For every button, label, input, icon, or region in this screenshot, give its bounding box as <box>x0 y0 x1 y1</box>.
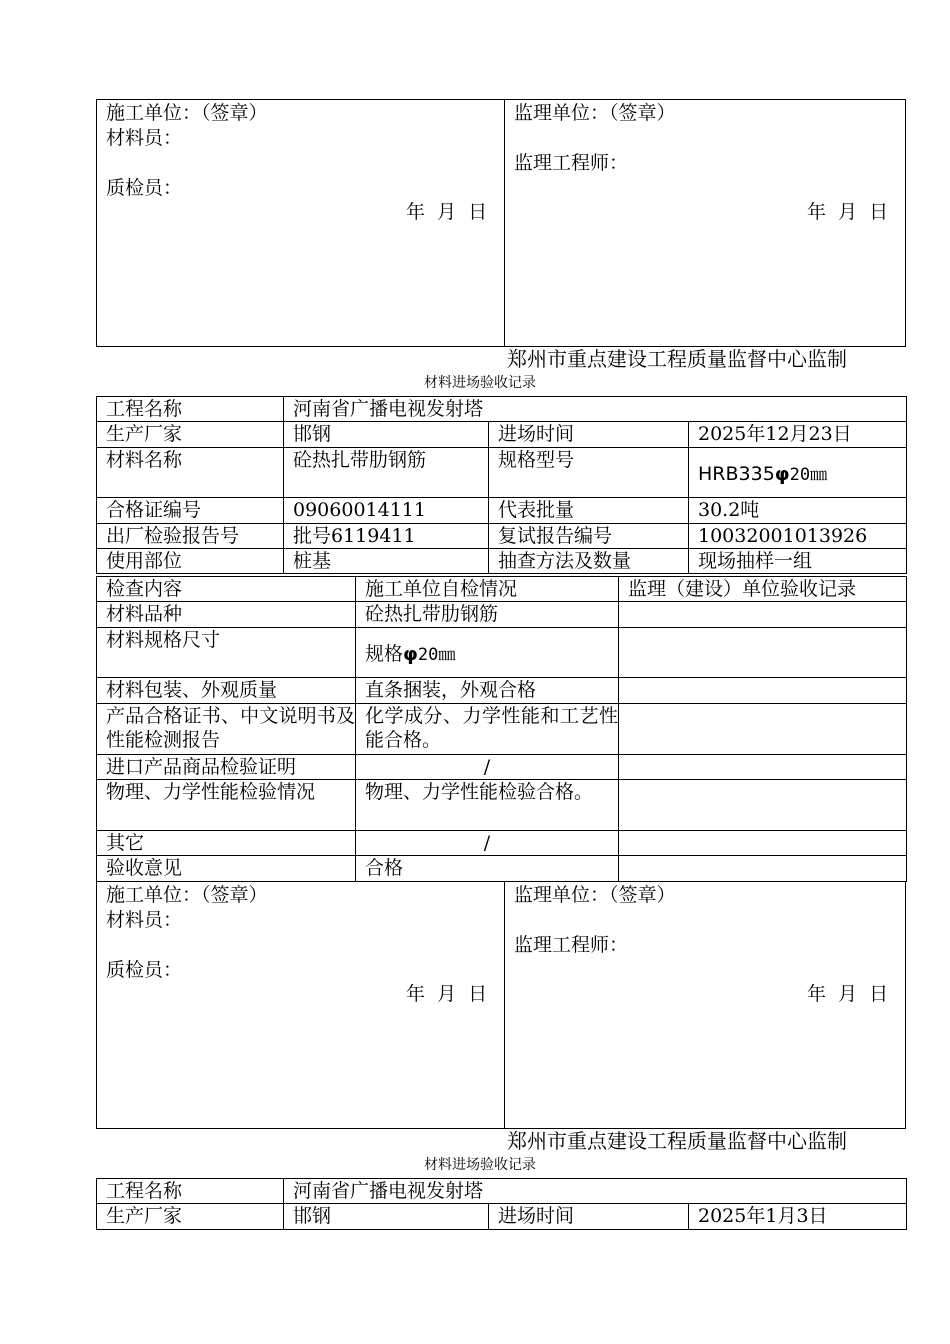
row-supervisor-cell <box>619 755 907 780</box>
table-row <box>97 704 907 755</box>
contractor-unit-label: 施工单位：（签章） <box>106 102 268 124</box>
record-info-table <box>96 396 907 574</box>
project-name-label: 工程名称 <box>97 397 284 422</box>
signature-divider <box>504 882 505 1128</box>
quality-inspector-label: 质检员： <box>106 959 183 981</box>
spec-model-label: 规格型号 <box>489 448 689 498</box>
usage-part-label: 使用部位 <box>97 549 284 574</box>
row-label: 验收意见 <box>97 856 356 882</box>
record-title: 材料进场验收记录 <box>424 375 536 391</box>
row-value: / <box>356 831 619 856</box>
supervisor-date: 年 月 日 <box>807 983 889 1005</box>
row-value <box>356 628 619 678</box>
row-label: 材料包装、外观质量 <box>97 678 356 704</box>
supervisor-unit-label: 监理单位：（签章） <box>514 884 676 906</box>
quality-inspector-label: 质检员： <box>106 177 183 199</box>
material-clerk-label: 材料员： <box>106 909 183 931</box>
factory-report-label: 出厂检验报告号 <box>97 524 284 549</box>
material-name-label: 材料名称 <box>97 448 284 498</box>
table-row <box>97 755 907 780</box>
diameter-symbol: φ <box>774 463 790 485</box>
record-info-table-2 <box>96 1178 907 1230</box>
check-content-header: 检查内容 <box>97 577 356 602</box>
row-supervisor-cell <box>619 704 907 755</box>
supervisor-date: 年 月 日 <box>807 201 889 223</box>
row-value: 化学成分、力学性能和工艺性能合格。 <box>356 704 619 755</box>
batch-qty: 30.2吨 <box>689 498 907 524</box>
row-value: / <box>356 755 619 780</box>
table-row <box>97 780 907 831</box>
signature-block-top <box>96 99 906 347</box>
manufacturer-label: 生产厂家 <box>97 422 284 448</box>
factory-report: 批号6119411 <box>284 524 489 549</box>
retest-report: 10032001013926 <box>689 524 907 549</box>
footer-issuer: 郑州市重点建设工程质量监督中心监制 <box>507 1129 847 1153</box>
spec-prefix: 规格 <box>365 643 404 665</box>
table-row <box>97 628 907 678</box>
row-label: 进口产品商品检验证明 <box>97 755 356 780</box>
table-row <box>97 678 907 704</box>
retest-report-label: 复试报告编号 <box>489 524 689 549</box>
batch-qty-label: 代表批量 <box>489 498 689 524</box>
supervisor-unit-label: 监理单位：（签章） <box>514 102 676 124</box>
row-value: 合格 <box>356 856 619 882</box>
inspection-table <box>96 576 907 882</box>
spec-model-size: 20㎜ <box>789 465 828 485</box>
contractor-unit-label: 施工单位：（签章） <box>106 884 268 906</box>
signature-block-bottom <box>96 881 906 1129</box>
project-name: 河南省广播电视发射塔 <box>284 397 907 422</box>
row-label: 材料规格尺寸 <box>97 628 356 678</box>
signature-divider <box>504 100 505 346</box>
project-name-label: 工程名称 <box>97 1179 284 1204</box>
contractor-date: 年 月 日 <box>406 201 488 223</box>
row-value: 物理、力学性能检验合格。 <box>356 780 619 831</box>
sampling: 现场抽样一组 <box>689 549 907 574</box>
row-supervisor-cell <box>619 856 907 882</box>
supervisor-engineer-label: 监理工程师： <box>514 934 629 956</box>
row-supervisor-cell <box>619 678 907 704</box>
usage-part: 桩基 <box>284 549 489 574</box>
table-row <box>97 602 907 628</box>
table-row <box>97 856 907 882</box>
sampling-label: 抽查方法及数量 <box>489 549 689 574</box>
row-label: 材料品种 <box>97 602 356 628</box>
row-value: 砼热扎带肋钢筋 <box>356 602 619 628</box>
row-supervisor-cell <box>619 602 907 628</box>
manufacturer-label: 生产厂家 <box>97 1204 284 1230</box>
diameter-symbol: φ <box>403 643 418 665</box>
spec-model-grade: HRB335 <box>698 463 775 485</box>
certificate-no: 09060014111 <box>284 498 489 524</box>
row-value: 直条捆装，外观合格 <box>356 678 619 704</box>
self-check-header: 施工单位自检情况 <box>356 577 619 602</box>
entry-time-label: 进场时间 <box>489 1204 689 1230</box>
row-label: 其它 <box>97 831 356 856</box>
supervisor-engineer-label: 监理工程师： <box>514 152 629 174</box>
supervisor-record-header: 监理（建设）单位验收记录 <box>619 577 907 602</box>
row-supervisor-cell <box>619 831 907 856</box>
table-row <box>97 831 907 856</box>
entry-time: 2025年1月3日 <box>689 1204 907 1230</box>
row-supervisor-cell <box>619 628 907 678</box>
row-label: 物理、力学性能检验情况 <box>97 780 356 831</box>
entry-time: 2025年12月23日 <box>689 422 907 448</box>
row-supervisor-cell <box>619 780 907 831</box>
material-clerk-label: 材料员： <box>106 127 183 149</box>
record-title: 材料进场验收记录 <box>424 1157 536 1173</box>
manufacturer: 邯钢 <box>284 1204 489 1230</box>
project-name: 河南省广播电视发射塔 <box>284 1179 907 1204</box>
spec-model <box>689 448 907 498</box>
footer-issuer: 郑州市重点建设工程质量监督中心监制 <box>507 347 847 371</box>
manufacturer: 邯钢 <box>284 422 489 448</box>
spec-size: 20㎜ <box>417 645 456 665</box>
material-name: 砼热扎带肋钢筋 <box>284 448 489 498</box>
entry-time-label: 进场时间 <box>489 422 689 448</box>
certificate-no-label: 合格证编号 <box>97 498 284 524</box>
row-label: 产品合格证书、中文说明书及性能检测报告 <box>97 704 356 755</box>
contractor-date: 年 月 日 <box>406 983 488 1005</box>
